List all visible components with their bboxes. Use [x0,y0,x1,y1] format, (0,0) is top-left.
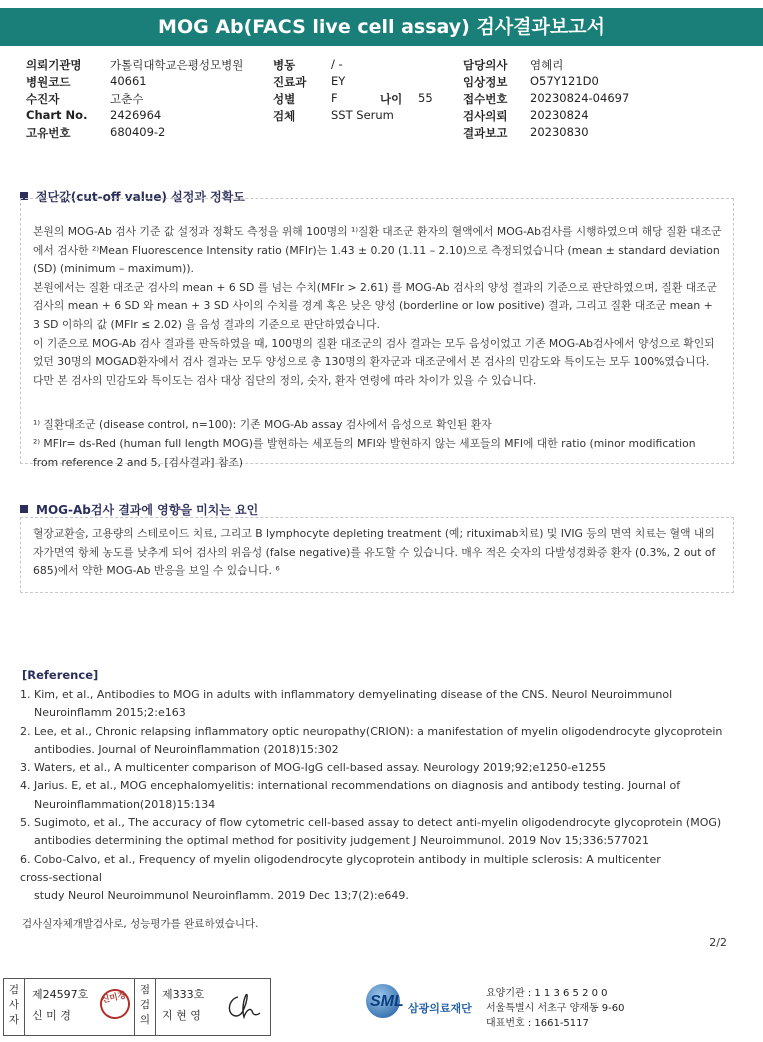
doctor-label: 담당의사 [463,58,508,72]
name-label: 수진자 [26,92,60,106]
approver-license: 제333호 [162,988,205,1001]
clinical-label: 임상정보 [463,75,508,89]
tester-seal: 신미경 [97,986,133,1022]
lab-phone: 대표번호 : 1661-5117 [486,1018,589,1029]
reference-item: 6. Cobo-Calvo, et al., Frequency of myelin oligodendrocyte glycoprotein antibody in multiple sclerosis: A multicenter [20,852,661,866]
ward-value: / - [331,57,343,71]
factors-paragraph: 혈장교환술, 고용량의 스테로이드 치료, 그리고 B lymphocyte depleting treatment (예; rituximab치료) 및 IVIG 등의 면역 치료는 혈액 내의 자가면역 항체 농도를 낮추게 되어 검사의 위음성 (false negative)를 유도할 수 있습니다. 매우 적은 숫자의 다발성경화증 환자 (0.3%, 2 out of 685)에서 약한 MOG-Ab 반응을 보일 수 있습니다. ⁶ [33,527,716,578]
reference-item: 3. Waters, et al., A multicenter comparison of MOG-IgG cell-based assay. Neurology 2019;92;e1250-e1255 [20,761,606,775]
result-label: 결과보고 [463,126,508,140]
tester-label: 검사자 [8,984,20,1026]
accession-label: 접수번호 [463,92,508,106]
uid-value: 680409-2 [110,125,166,139]
factors-heading: MOG-Ab검사 결과에 영향을 미치는 요인 [20,501,258,518]
patient-info [26,57,746,142]
reference-item: 4. Jarius. E, et al., MOG encephalomyelitis: international recommendations on diagnosis and antibody testing. Journal of [20,779,681,793]
reference-heading: [Reference] [22,668,99,682]
sex-value: F [331,91,338,105]
dept-value: EY [331,74,346,88]
reference-item: 5. Sugimoto, et al., The accuracy of flow cytometric cell-based assay to detect anti-myelin oligodendrocyte glycoprotein (MOG) [20,816,722,830]
handwritten-signature [224,989,264,1023]
clinical-value: O57Y121D0 [530,74,599,88]
cutoff-paragraph-3: 이 기준으로 MOG-Ab 검사 결과를 판독하였을 때, 100명의 질환 대조군의 검사 결과는 모두 음성이었고 기존 MOG-Ab검사에서 양성으로 확인되었던 30명의 MOGAD환자에서 검사 결과는 모두 양성으로 총 130명의 환자군과 대조군에서 본 검사의 민감도와 특이도는 모두 100%였습니다. 다만 본 검사의 민감도와 특이도는 검사 대상 집단의 정의, 숫자, 환자 연령에 따라 차이가 있을 수 있습니다. [33,336,715,387]
divider [155,979,156,1035]
factors-box [20,517,734,593]
uid-label: 고유번호 [26,126,71,140]
divider [134,979,135,1035]
reference-item: study Neurol Neuroimmunol Neuroinflamm. 2019 Dec 13;7(2):e649. [34,889,409,903]
result-value: 20230830 [530,125,589,139]
code-label: 병원코드 [26,75,71,89]
footnote-2: ²⁾ MFIr= ds-Red (human full length MOG)를 발현하는 세포들의 MFI와 발현하지 않는 세포들의 MFI에 대한 ratio (minor modification from reference 2 and 5, [검사결과] 참조) [33,436,696,469]
tester-block [32,984,88,1026]
reference-item: 1. Kim, et al., Antibodies to MOG in adults with inflammatory demyelinating disease of the CNS. Neurol Neuroimmunol [20,688,673,701]
approver-name: 지 현 영 [162,1009,201,1022]
reference-list [20,686,745,906]
reference-item: antibodies determining the optimal method for positivity judgement J Neuroimmunol. 2019 Nov 15;336:577021 [34,834,650,848]
divider [24,979,25,1035]
reference-item: Neuroinflamm 2015;2:e163 [34,706,186,720]
specimen-label: 검체 [273,109,296,123]
reference-item: cross-sectional [20,870,102,884]
code-value: 40661 [110,74,147,88]
accession-value: 20230824-04697 [530,91,630,105]
age-label: 나이 [380,92,403,106]
page-number: 2/2 [709,936,727,949]
org-code: 요양기관 : 1 1 3 6 5 2 0 0 [486,988,608,999]
cutoff-heading: 절단값(cut-off value) 설정과 정확도 [20,188,245,205]
dept-label: 진료과 [273,75,307,89]
lab-name: 삼광의료재단 [408,1002,472,1015]
doctor-value: 염혜리 [530,58,564,72]
lab-address: 서울특별시 서초구 양재동 9-60 [486,1003,625,1014]
hospital-value: 가톨릭대학교은평성모병원 [110,58,244,72]
cutoff-paragraph-1: 본원의 MOG-Ab 검사 기준 값 설정과 정확도 측정을 위해 100명의 ¹⁾질환 대조군 환자의 혈액에서 MOG-Ab검사를 시행하였으며 해당 질환 대조군에서 검사한 ²⁾Mean Fluorescence Intensity ratio (MFIr)는 1.43 ± 0.20 (1.11 – 2.10)으로 측정되었습니다 (mean ± standard deviation (SD) (minimum – maximum)). [33,225,722,276]
lab-address-block [486,986,625,1031]
cutoff-paragraph-2: 본원에서는 질환 대조군 검사의 mean + 6 SD 를 넘는 수치(MFIr > 2.61) 를 MOG-Ab 검사의 양성 결과의 기준으로 판단하였으며, 질환 대조군 검사의 mean + 6 SD 와 mean + 3 SD 사이의 수치를 경계 혹은 낮은 양성 (borderline or low positive) 결과, 그리고 질환 대조군 mean + 3 SD 이하의 값 (MFIr ≤ 2.02) 을 음성 결과의 기준으로 판단하였습니다. [33,280,717,331]
cutoff-box [20,198,734,469]
sex-label: 성별 [273,92,296,106]
tester-license: 제24597호 [32,988,89,1001]
chart-value: 2426964 [110,108,162,122]
report-title: MOG Ab(FACS live cell assay) 검사결과보고서 [0,8,763,46]
chart-label: Chart No. [26,108,88,122]
square-bullet-icon [20,505,28,513]
reference-item: Neuroinflammation(2018)15:134 [34,797,216,811]
approver-label: 점검의 [139,984,151,1026]
sml-logo-text: SML [370,993,404,1010]
specimen-value: SST Serum [331,108,394,122]
hospital-label: 의뢰기관명 [26,58,82,72]
approver-block [162,984,204,1026]
reference-item: 2. Lee, et al., Chronic relapsing inflammatory optic neuropathy(CRION): a manifestation of myelin oligodendrocyte glycoprotein [20,724,723,738]
tester-name: 신 미 경 [32,1009,71,1022]
reference-item: antibodies. Journal of Neuroinflammation (2018)15:302 [34,742,339,756]
footnote-1: ¹⁾ 질환대조군 (disease control, n=100): 기존 MOG-Ab assay 검사에서 음성으로 확인된 환자 [33,418,492,432]
signature-box [3,978,271,1036]
ward-label: 병동 [273,58,296,72]
request-label: 검사의뢰 [463,109,508,123]
request-value: 20230824 [530,108,589,122]
name-value: 고춘수 [110,92,144,106]
completion-note: 검사실자체개발검사로, 성능평가를 완료하였습니다. [22,918,259,930]
age-value: 55 [418,91,433,105]
